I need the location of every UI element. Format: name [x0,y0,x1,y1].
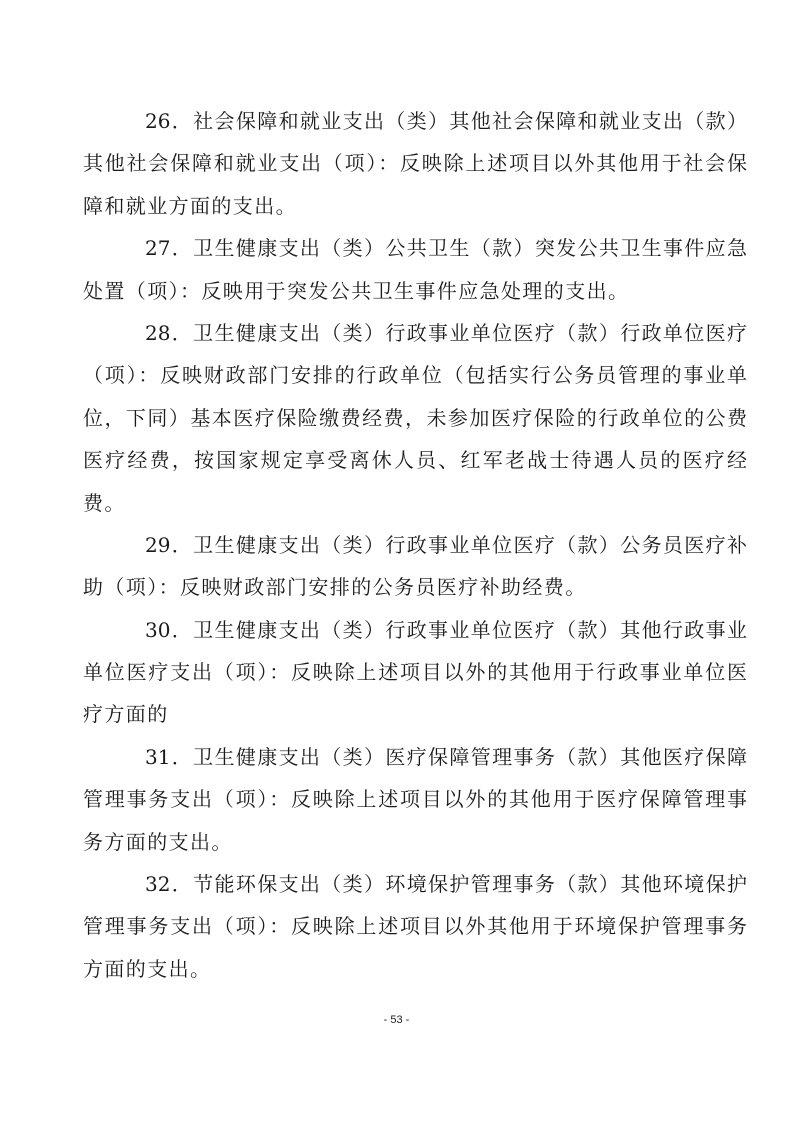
paragraph-item-29 [83,530,747,615]
paragraph-item-28 [83,318,747,530]
paragraph-item-32 [83,869,747,996]
text-line: 医疗经费，按国家规定享受离休人员、红军老战士待遇人员的医疗经 [83,448,747,473]
paragraph-item-30 [83,615,747,742]
page-number: - 53 - [383,1014,410,1026]
text-line: 27．卫生健康支出（类）公共卫生（款）突发公共卫生事件应急 [145,236,747,261]
text-line: 方面的支出。 [83,956,212,981]
text-line: 28．卫生健康支出（类）行政事业单位医疗（款）行政单位医疗 [145,320,747,345]
text-line: （项）：反映财政部门安排的行政单位（包括实行公务员管理的事业单 [83,363,747,388]
text-line: 费。 [83,490,126,515]
paragraph-item-26 [83,106,747,233]
text-line: 单位医疗支出（项）：反映除上述项目以外的其他用于行政事业单位医 [83,660,747,685]
text-line: 30．卫生健康支出（类）行政事业单位医疗（款）其他行政事业 [145,617,747,642]
text-line: 处置（项）：反映用于突发公共卫生事件应急处理的支出。 [83,278,630,303]
text-line: 其他社会保障和就业支出（项）：反映除上述项目以外其他用于社会保 [83,151,747,176]
text-line: 31．卫生健康支出（类）医疗保障管理事务（款）其他医疗保障 [145,744,747,769]
text-line: 29．卫生健康支出（类）行政事业单位医疗（款）公务员医疗补 [145,532,747,557]
document-body [83,106,747,996]
text-line: 26．社会保障和就业支出（类）其他社会保障和就业支出（款） [145,109,747,133]
text-line: 障和就业方面的支出。 [83,193,297,218]
paragraph-item-27 [83,233,747,318]
text-line: 疗方面的 [83,702,169,727]
text-line: 32．节能环保支出（类）环境保护管理事务（款）其他环境保护 [145,872,747,897]
text-line: 管理事务支出（项）：反映除上述项目以外的其他用于医疗保障管理事 [83,787,747,812]
text-line: 管理事务支出（项）：反映除上述项目以外其他用于环境保护管理事务 [83,914,747,939]
text-line: 位，下同）基本医疗保险缴费经费，未参加医疗保险的行政单位的公费 [83,405,747,430]
paragraph-item-31 [83,742,747,869]
text-line: 务方面的支出。 [83,829,233,854]
text-line: 助（项）：反映财政部门安排的公务员医疗补助经费。 [83,575,587,600]
